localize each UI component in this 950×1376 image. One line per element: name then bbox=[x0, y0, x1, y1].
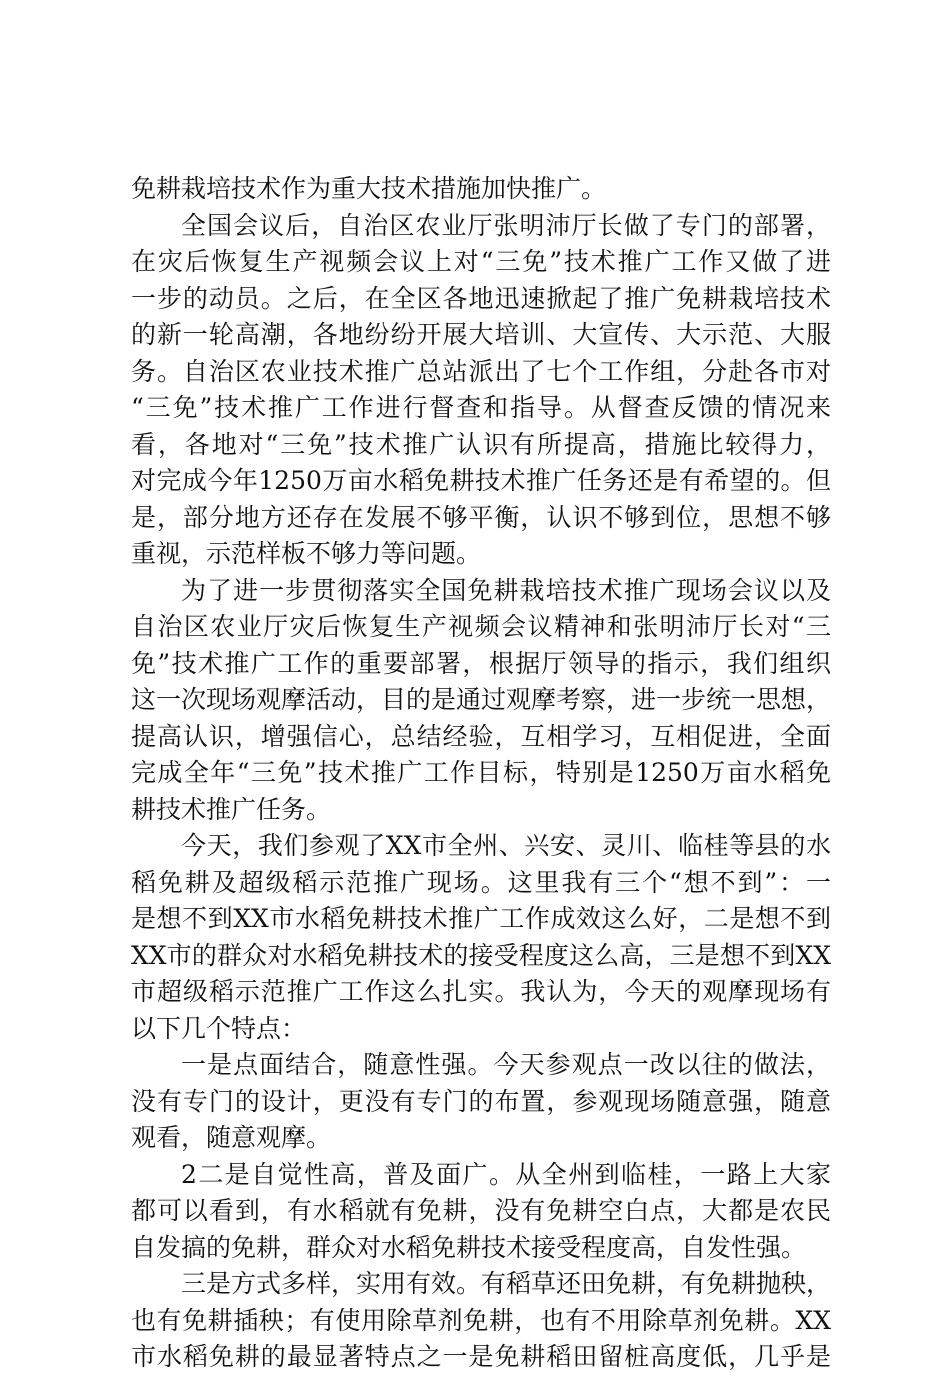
text-line: 免”技术推广工作的重要部署，根据厅领导的指示，我们组织 bbox=[131, 648, 831, 678]
text-line: 是想不到XX市水稻免耕技术推广工作成效这么好，二是想不到 bbox=[131, 904, 831, 933]
text-line: 为了进一步贯彻落实全国免耕栽培技术推广现场会议以及 bbox=[181, 575, 831, 605]
text-line: 这一次现场观摩活动，目的是通过观摩考察，进一步统一思想， bbox=[131, 685, 832, 714]
text-line: 是，部分地方还存在发展不够平衡，认识不够到位，思想不够 bbox=[131, 502, 831, 532]
text-line: 完成全年“三免”技术推广工作目标，特别是1250万亩水稻免 bbox=[131, 758, 831, 787]
text-line: 市水稻免耕的最显著特点之一是免耕稻田留桩高度低，几乎是 bbox=[131, 1342, 831, 1371]
text-line: XX市的群众对水稻免耕技术的接受程度这么高，三是想不到XX bbox=[131, 940, 831, 970]
text-line: 也有免耕插秧；有使用除草剂免耕，也有不用除草剂免耕。XX bbox=[131, 1305, 831, 1335]
text-line: 一步的动员。之后，在全区各地迅速掀起了推广免耕栽培技术 bbox=[131, 283, 831, 313]
text-line: 看，各地对“三免”技术推广认识有所提高，措施比较得力， bbox=[131, 429, 831, 459]
text-line: 三是方式多样，实用有效。有稻草还田免耕，有免耕抛秧， bbox=[181, 1269, 832, 1298]
text-line: 重视，示范样板不够力等问题。 bbox=[131, 539, 482, 568]
text-line: 观看，随意观摩。 bbox=[131, 1123, 332, 1152]
text-line: 以下几个特点： bbox=[131, 1013, 307, 1043]
text-line: 稻免耕及超级稻示范推广现场。这里我有三个“想不到”：一 bbox=[131, 867, 831, 897]
text-line: 在灾后恢复生产视频会议上对“三免”技术推广工作又做了进 bbox=[131, 247, 831, 276]
text-line: 务。自治区农业技术推广总站派出了七个工作组，分赴各市对 bbox=[131, 356, 831, 386]
text-line: “三免”技术推广工作进行督查和指导。从督查反馈的情况来 bbox=[131, 393, 831, 422]
text-line: 自治区农业厅灾后恢复生产视频会议精神和张明沛厅长对“三 bbox=[131, 612, 831, 641]
document-body bbox=[131, 171, 831, 1376]
text-line: 全国会议后，自治区农业厅张明沛厅长做了专门的部署， bbox=[181, 210, 831, 240]
text-line: 自发搞的免耕，群众对水稻免耕技术接受程度高，自发性强。 bbox=[131, 1232, 807, 1262]
text-line: 免耕栽培技术作为重大技术措施加快推广。 bbox=[131, 174, 607, 203]
text-line: 没有专门的设计，更没有专门的布置，参观现场随意强，随意 bbox=[131, 1086, 831, 1116]
text-line: 耕技术推广任务。 bbox=[131, 794, 332, 824]
text-line: 都可以看到，有水稻就有免耕，没有免耕空白点，大都是农民 bbox=[131, 1196, 831, 1225]
text-line: 市超级稻示范推广工作这么扎实。我认为，今天的观摩现场有 bbox=[131, 977, 831, 1006]
text-line: 一是点面结合，随意性强。今天参观点一改以往的做法， bbox=[181, 1050, 831, 1079]
text-line: 2二是自觉性高，普及面广。从全州到临桂，一路上大家 bbox=[181, 1159, 831, 1189]
text-line: 对完成今年1250万亩水稻免耕技术推广任务还是有希望的。但 bbox=[131, 466, 831, 495]
text-line: 的新一轮高潮，各地纷纷开展大培训、大宣传、大示范、大服 bbox=[131, 320, 831, 349]
text-line: 提高认识，增强信心，总结经验，互相学习，互相促进，全面 bbox=[131, 721, 831, 751]
text-line: 今天，我们参观了XX市全州、兴安、灵川、临桂等县的水 bbox=[181, 831, 831, 860]
